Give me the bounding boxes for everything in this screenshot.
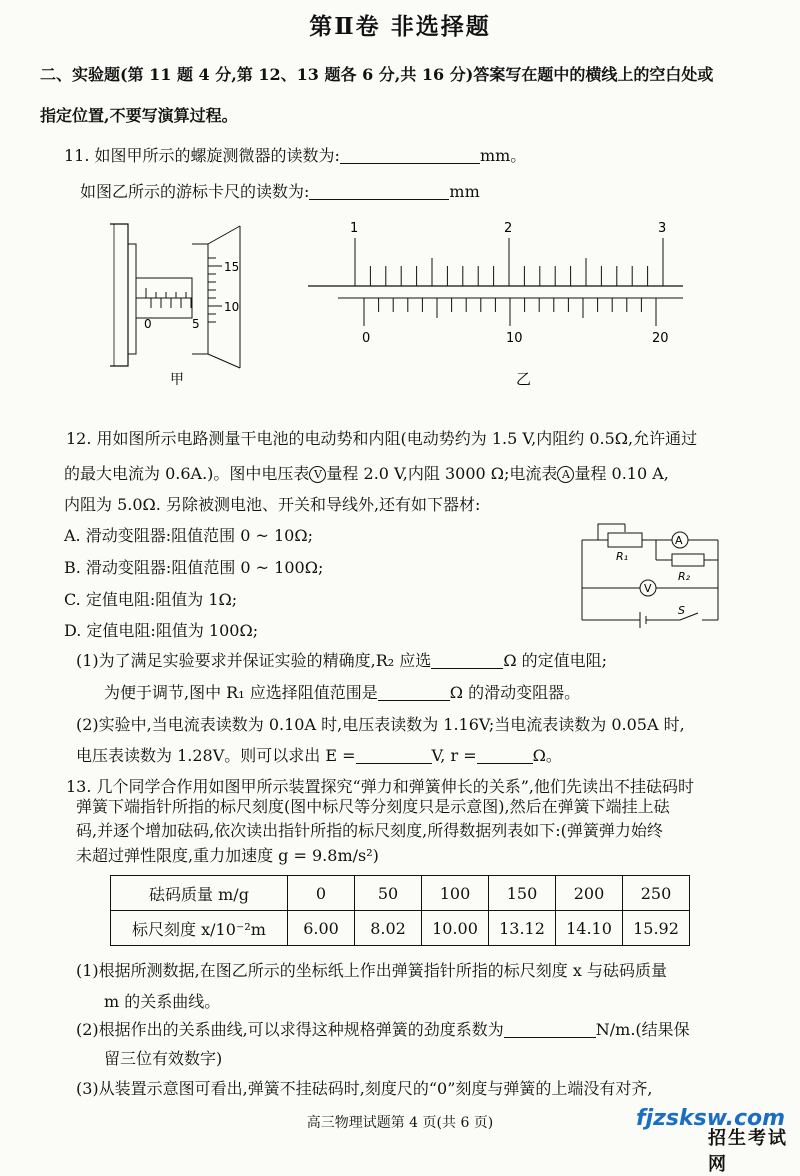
voltmeter-symbol: V xyxy=(309,466,326,483)
caliper-main-3: 3 xyxy=(658,221,667,236)
table-cell: 0 xyxy=(288,876,355,911)
micrometer-sleeve-0: 0 xyxy=(144,317,152,331)
q13-stiffness-blank[interactable] xyxy=(504,1020,596,1038)
caliper-main-2: 2 xyxy=(504,221,513,236)
table-cell: 15.92 xyxy=(623,911,690,946)
q12-sub1-line2: 为便于调节,图中 R₁ 应选择阻值范围是 Ω 的滑动变阻器。 xyxy=(104,683,581,702)
vernier-caliper-figure xyxy=(308,218,688,388)
ammeter-symbol: A xyxy=(557,466,574,483)
q13-sub2-line1: (2)根据作出的关系曲线,可以求得这种规格弹簧的劲度系数为 N/m.(结果保 xyxy=(76,1020,690,1039)
section2-heading-line2: 指定位置,不要写演算过程。 xyxy=(40,106,238,125)
q12-r1-blank[interactable] xyxy=(378,683,450,701)
q13-line3: 码,并逐个增加砝码,依次读出指针所指的标尺刻度,所得数据列表如下:(弹簧弹力始终 xyxy=(76,821,663,840)
micrometer-sleeve-5: 5 xyxy=(192,317,200,331)
spring-data-table xyxy=(110,875,690,946)
q13-line1: 13. 几个同学合作用如图甲所示装置探究“弹力和弹簧伸长的关系”,他们先读出不挂砝码时 xyxy=(66,777,694,796)
page-footer: 高三物理试题第 4 页(共 6 页) xyxy=(306,1115,494,1131)
table-cell: 50 xyxy=(355,876,422,911)
table-cell: 250 xyxy=(623,876,690,911)
q12-sub2-line1: (2)实验中,当电流表读数为 0.10A 时,电压表读数为 1.16V;当电流表读数为 0.05A 时, xyxy=(76,715,685,734)
table-cell: 200 xyxy=(556,876,623,911)
table-cell: 14.10 xyxy=(556,911,623,946)
q13-sub3-line1: (3)从装置示意图可看出,弹簧不挂砝码时,刻度尺的“0”刻度与弹簧的上端没有对齐, xyxy=(76,1079,653,1098)
q12-option-c: C. 定值电阻:阻值为 1Ω; xyxy=(64,590,238,609)
table-cell: 6.00 xyxy=(288,911,355,946)
q12-sub1-line1: (1)为了满足实验要求并保证实验的精确度,R₂ 应选 Ω 的定值电阻; xyxy=(76,651,608,670)
table-cell: 10.00 xyxy=(422,911,489,946)
circuit-voltmeter-label: V xyxy=(644,582,652,595)
micrometer-thimble-15: 15 xyxy=(224,260,240,274)
watermark-site: fjzsksw.com xyxy=(636,1106,786,1131)
table-cell: 13.12 xyxy=(489,911,556,946)
micrometer-thimble-10: 10 xyxy=(224,300,240,314)
q12-line1: 12. 用如图所示电路测量干电池的电动势和内阻(电动势约为 1.5 V,内阻约 0.5Ω,允许通过 xyxy=(66,429,698,448)
caliper-vernier-20: 20 xyxy=(652,331,669,346)
table-cell: 8.02 xyxy=(355,911,422,946)
q13-sub1-line2: m 的关系曲线。 xyxy=(104,992,221,1011)
q13-line4: 未超过弹性限度,重力加速度 g = 9.8m/s²) xyxy=(76,846,379,865)
micrometer-figure xyxy=(108,218,248,388)
caliper-vernier-10: 10 xyxy=(506,331,523,346)
circuit-r1-label: R₁ xyxy=(616,550,629,563)
q12-option-d: D. 定值电阻:阻值为 100Ω; xyxy=(64,621,259,640)
q13-line2: 弹簧下端指针所指的标尺刻度(图中标尺等分刻度只是示意图),然后在弹簧下端挂上砝 xyxy=(76,797,670,816)
circuit-r2-label: R₂ xyxy=(678,570,691,583)
caliper-main-1: 1 xyxy=(350,221,359,236)
q12-r2-blank[interactable] xyxy=(431,651,503,669)
circuit-diagram xyxy=(578,520,728,635)
q12-line3: 内阻为 5.0Ω. 另除被测电池、开关和导线外,还有如下器材: xyxy=(64,495,481,514)
caliper-label: 乙 xyxy=(516,370,532,388)
circuit-switch-label: S xyxy=(678,604,685,617)
q12-line2: 的最大电流为 0.6A.)。图中电压表 V 量程 2.0 V,内阻 3000 Ω;电流表 A 量程 0.10 A, xyxy=(64,464,669,483)
q12-resistance-blank[interactable] xyxy=(477,746,533,764)
q12-sub2-line2: 电压表读数为 1.28V。则可以求出 E = V, r = Ω。 xyxy=(76,746,562,765)
table-header-reading: 标尺刻度 x/10⁻²m xyxy=(111,911,288,946)
watermark-name: 招生考试网 xyxy=(708,1128,788,1175)
table-row xyxy=(111,911,690,946)
q11-line1: 11. 如图甲所示的螺旋测微器的读数为: mm。 xyxy=(64,146,527,165)
table-row xyxy=(111,876,690,911)
q11-answer-blank-2[interactable] xyxy=(309,182,449,200)
q13-sub2-line2: 留三位有效数字) xyxy=(104,1049,223,1068)
circuit-ammeter-label: A xyxy=(675,534,683,547)
q12-option-a: A. 滑动变阻器:阻值范围 0 ~ 10Ω; xyxy=(64,526,313,545)
q11-answer-blank-1[interactable] xyxy=(340,146,480,164)
q11-line2: 如图乙所示的游标卡尺的读数为: mm xyxy=(80,182,480,201)
section-title: 第Ⅱ卷 非选择题 xyxy=(309,13,491,40)
q13-sub1-line1: (1)根据所测数据,在图乙所示的坐标纸上作出弹簧指针所指的标尺刻度 x 与砝码质量 xyxy=(76,961,667,980)
table-header-mass: 砝码质量 m/g xyxy=(111,876,288,911)
table-cell: 150 xyxy=(489,876,556,911)
caliper-vernier-0: 0 xyxy=(362,331,371,346)
section2-heading-line1: 二、实验题(第 11 题 4 分,第 12、13 题各 6 分,共 16 分)答案写在题中的横线上的空白处或 xyxy=(40,65,714,84)
q12-emf-blank[interactable] xyxy=(356,746,432,764)
micrometer-label: 甲 xyxy=(170,372,184,388)
q12-option-b: B. 滑动变阻器:阻值范围 0 ~ 100Ω; xyxy=(64,558,324,577)
table-cell: 100 xyxy=(422,876,489,911)
